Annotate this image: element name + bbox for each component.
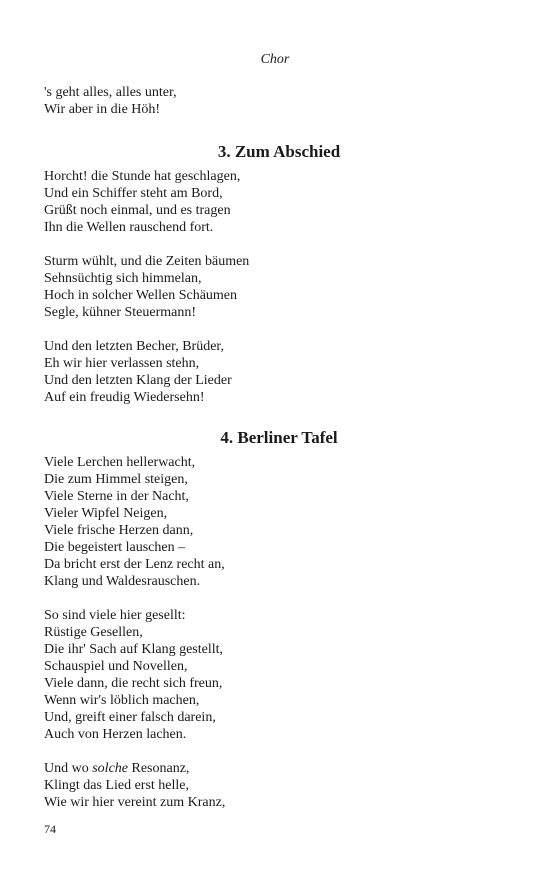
verse-line: Viele Lerchen hellerwacht,: [44, 455, 196, 470]
verse-line: Auf ein freudig Wiedersehn!: [44, 390, 205, 405]
verse-line: Sehnsüchtig sich himmelan,: [44, 271, 202, 286]
poem-title-zum-abschied: 3. Zum Abschied: [217, 142, 341, 161]
verse-line: So sind viele hier gesellt:: [44, 608, 186, 623]
poem-berliner-tafel: [44, 454, 514, 811]
verse-line: Wie wir hier vereint zum Kranz,: [44, 795, 226, 810]
verse-line: Klingt das Lied erst helle,: [44, 778, 190, 793]
verse-line: Auch von Herzen lachen.: [44, 727, 187, 742]
verse-line: Grüßt noch einmal, und es tragen: [44, 203, 231, 218]
verse-text: Und wo: [44, 761, 93, 776]
verse-line: Schauspiel und Novellen,: [44, 659, 188, 674]
verse-line: Segle, kühner Steuermann!: [44, 305, 197, 320]
verse-line: Rüstige Gesellen,: [44, 625, 143, 640]
verse-line: Ihn die Wellen rauschend fort.: [44, 220, 214, 235]
verse-line: Klang und Waldesrauschen.: [44, 574, 201, 589]
verse-line: Und, greift einer falsch darein,: [44, 710, 216, 725]
verse-line: Viele Sterne in der Nacht,: [44, 489, 189, 504]
verse-text: Resonanz,: [128, 761, 190, 776]
verse-line: Viele frische Herzen dann,: [44, 523, 194, 538]
verse-line: 's geht alles, alles unter,: [44, 85, 177, 100]
stanza: [44, 338, 514, 406]
page-number: 74: [44, 822, 56, 836]
verse-line: Und den letzten Klang der Lieder: [44, 373, 232, 388]
running-head: Chor: [260, 52, 290, 67]
verse-line: Viele dann, die recht sich freun,: [44, 676, 223, 691]
verse-line: Und ein Schiffer steht am Bord,: [44, 186, 223, 201]
verse-line: Horcht! die Stunde hat geschlagen,: [44, 169, 241, 184]
verse-line: Hoch in solcher Wellen Schäumen: [44, 288, 238, 303]
stanza: [44, 84, 514, 118]
verse-line: Da bricht erst der Lenz recht an,: [44, 557, 225, 572]
verse-line: Die zum Himmel steigen,: [44, 472, 188, 487]
stanza: [44, 760, 514, 811]
verse-line: Die begeistert lauschen –: [44, 540, 186, 555]
stanza: [44, 253, 514, 321]
stanza: [44, 454, 514, 590]
verse-line: Eh wir hier verlassen stehn,: [44, 356, 200, 371]
intro-stanza: [44, 84, 514, 118]
emphasized-word: solche: [92, 761, 128, 776]
stanza: [44, 607, 514, 743]
verse-line: Wenn wir's löblich machen,: [44, 693, 200, 708]
verse-line: Wir aber in die Höh!: [44, 102, 161, 117]
stanza: [44, 168, 514, 236]
verse-line: Die ihr' Sach auf Klang gestellt,: [44, 642, 224, 657]
verse-line: Vieler Wipfel Neigen,: [44, 506, 168, 521]
poem-title-berliner-tafel: 4. Berliner Tafel: [220, 428, 338, 447]
verse-line: Und den letzten Becher, Brüder,: [44, 339, 225, 354]
poem-zum-abschied: [44, 168, 514, 406]
verse-line: Sturm wühlt, und die Zeiten bäumen: [44, 254, 250, 269]
verse-line: [44, 760, 514, 777]
